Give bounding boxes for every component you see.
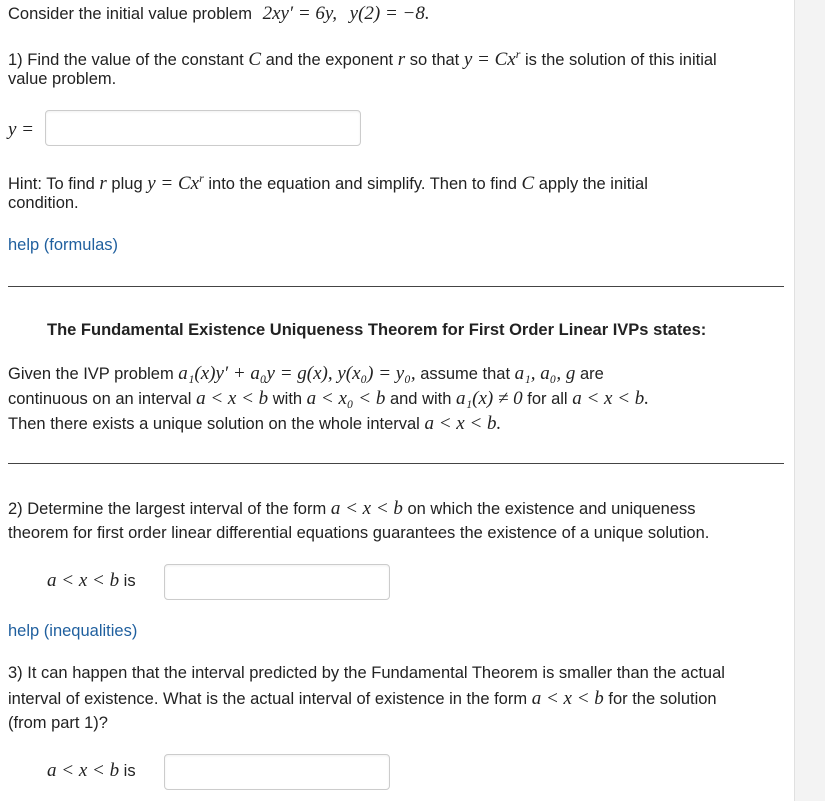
hint-text-c: into the equation and simplify. Then to find — [208, 175, 517, 193]
hint-solution-form — [147, 173, 204, 194]
theorem-text-b: assume that — [420, 365, 511, 383]
theorem-interval-3: a < x < b. — [424, 413, 502, 434]
part2-interval: a < x < b — [330, 498, 403, 519]
part3-interval: a < x < b — [531, 688, 604, 709]
theorem-line2 — [8, 386, 649, 412]
theorem-vars: a₁, a₀, g — [514, 363, 576, 384]
part3-line3: (from part 1)? — [8, 714, 108, 732]
theorem-text-d: continuous on an interval — [8, 390, 192, 408]
exponent-r: r — [397, 49, 406, 70]
part1-line2: value problem. — [8, 70, 117, 88]
hint-r: r — [99, 173, 107, 194]
theorem-line3 — [8, 411, 501, 437]
hint-solution-exponent: r — [199, 171, 204, 185]
answer-input-interval-actual[interactable] — [164, 754, 390, 790]
hint-text-a: Hint: To find — [8, 175, 95, 193]
part1-text-d: is the solution of this initial — [525, 51, 717, 69]
theorem-x0: a < x₀ < b — [306, 388, 386, 409]
hint-text-b: plug — [111, 175, 143, 193]
constant-c: C — [248, 49, 262, 70]
theorem-text-a: Given the IVP problem — [8, 365, 174, 383]
theorem-title: The Fundamental Existence Uniqueness Theorem for First Order Linear IVPs states: — [47, 321, 707, 339]
help-inequalities-link[interactable]: help (inequalities) — [8, 622, 138, 640]
theorem-text-h: Then there exists a unique solution on the whole interval — [8, 415, 420, 433]
hint-solution-base: y = Cx — [147, 173, 200, 194]
theorem-line1 — [8, 361, 604, 387]
part3-label-math: a < x < b — [47, 760, 120, 781]
part3-text-a: interval of existence. What is the actual interval of existence in the form — [8, 690, 528, 708]
hint-c: C — [521, 173, 535, 194]
intro-text: Consider the initial value problem — [8, 5, 252, 23]
ivp-equation: a₁(x)y′ + a₀y = g(x), y(x₀) = y₀, — [178, 363, 416, 384]
hint-line2: condition. — [8, 194, 79, 212]
part2-text-a: 2) Determine the largest interval of the form — [8, 500, 327, 518]
part3-answer-label — [47, 758, 136, 784]
theorem-text-e: with — [272, 390, 303, 408]
intro-condition: y(2) = −8. — [349, 3, 430, 24]
answer-input-interval-guaranteed[interactable] — [164, 564, 390, 600]
divider-2 — [8, 463, 784, 464]
part3-label-text: is — [123, 762, 136, 780]
theorem-nonzero: a₁(x) ≠ 0 — [456, 388, 523, 409]
answer-label-y: y = — [8, 119, 35, 140]
hint-line1 — [8, 166, 648, 197]
divider-1 — [8, 286, 784, 287]
help-formulas-link[interactable]: help (formulas) — [8, 236, 119, 254]
part2-answer-label — [47, 568, 136, 594]
answer-input-y[interactable] — [45, 110, 361, 146]
part3-line1: 3) It can happen that the interval predicted by the Fundamental Theorem is smaller than the actual — [8, 664, 725, 682]
theorem-interval: a < x < b — [196, 388, 269, 409]
part2-label-math: a < x < b — [47, 570, 120, 591]
part1-text-b: and the exponent — [265, 51, 394, 69]
intro-line — [8, 1, 430, 27]
page-gutter — [794, 0, 825, 801]
theorem-interval-2: a < x < b. — [572, 388, 650, 409]
part2-text-b: on which the existence and uniqueness — [407, 500, 696, 518]
intro-equation: 2xy′ = 6y, — [262, 3, 338, 24]
theorem-text-g: for all — [527, 390, 568, 408]
part1-text-a: 1) Find the value of the constant — [8, 51, 244, 69]
solution-form-exponent: r — [515, 47, 521, 61]
theorem-text-f: and with — [389, 390, 452, 408]
solution-form-base: y = Cx — [463, 49, 516, 70]
part2-line1 — [8, 496, 696, 522]
part3-text-b: for the solution — [608, 690, 717, 708]
solution-form — [464, 49, 521, 70]
part2-label-text: is — [123, 572, 136, 590]
part2-line2: theorem for first order linear differential equations guarantees the existence of a unique solution. — [8, 524, 710, 542]
theorem-text-c: are — [579, 365, 604, 383]
hint-text-d: apply the initial — [538, 175, 648, 193]
part3-line2 — [8, 686, 717, 712]
part1-text-c: so that — [409, 51, 460, 69]
